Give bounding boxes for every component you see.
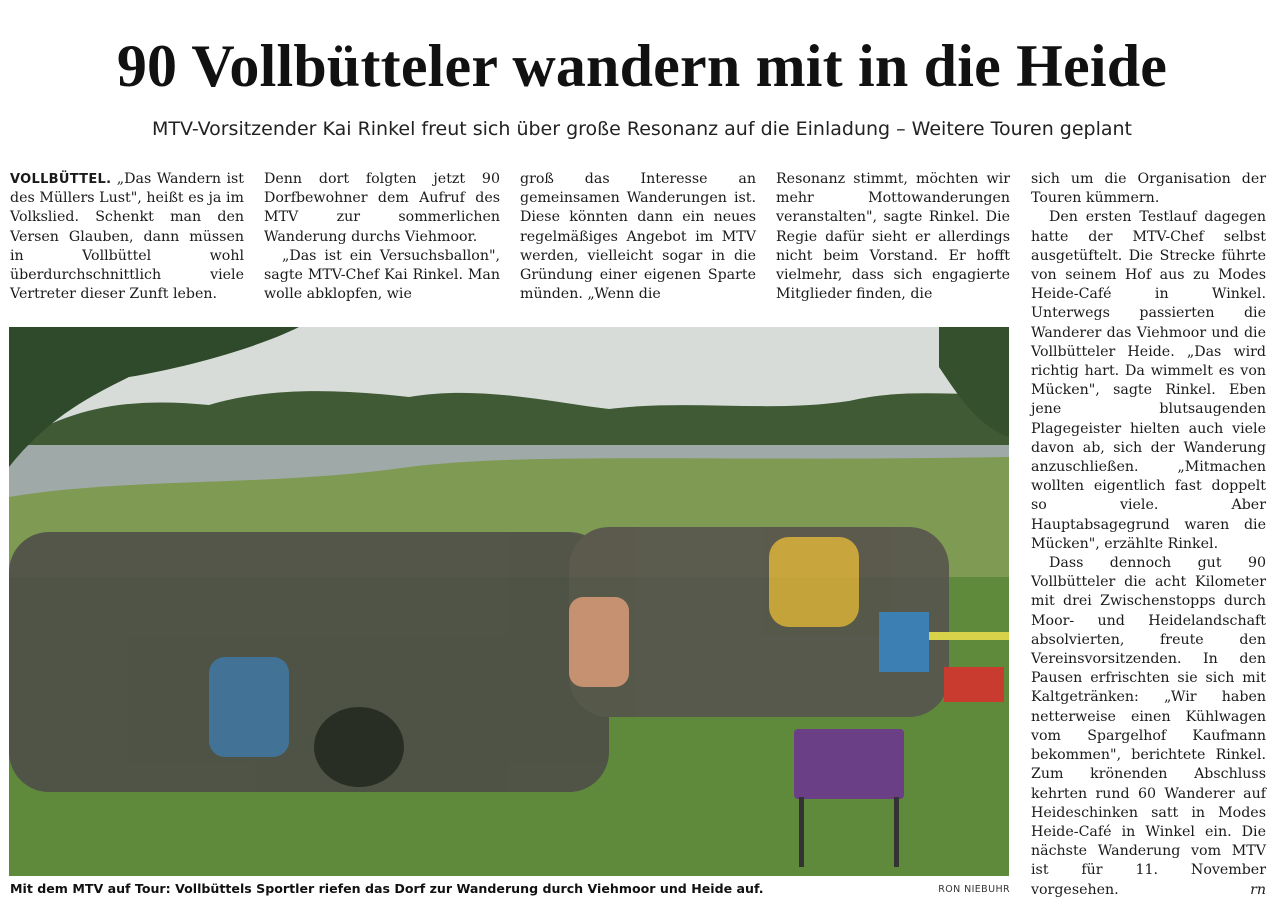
author-signature: rn — [1250, 881, 1266, 898]
article-column-4 — [776, 170, 1010, 304]
column-2-paragraph-1: Denn dort folgten jetzt 90 Dorfbewohner dem Aufruf des MTV zur sommerlichen Wanderung durchs Viehmoor. — [264, 171, 500, 245]
column-5-paragraph-2: Den ersten Testlauf dagegen hatte der MTV-Chef selbst ausgetüftelt. Die Strecke führte von seinem Hof aus zu Modes Heide-Café in Winkel. Unterwegs passierten die Wanderer das Viehmoor und die Vollbütteler Heide. „Das wird richtig hart. Da wimmelt es von Mücken", sagte Rinkel. Eben jene blutsaugenden Plagegeister hielten auch viele davon ab, sich der Wanderung anzuschließen. „Mitmachen wollten eigentlich fast doppelt so viele. Aber Hauptabsagegrund waren die Mücken", erzählte Rinkel. — [1031, 209, 1266, 552]
article-column-3 — [520, 170, 756, 304]
group-photo-illustration — [9, 327, 1009, 876]
column-5-paragraph-1: sich um die Organisation der Touren kümmern. — [1031, 171, 1266, 207]
photo-credit: RON NIEBUHR — [938, 884, 1010, 895]
group-photo — [9, 327, 1009, 876]
dateline: VOLLBÜTTEL. — [10, 172, 112, 187]
column-1-text: „Das Wandern ist des Müllers Lust", heißt es ja im Volkslied. Schenkt man den Versen Glauben, dann müssen in Vollbüttel wohl überdurchschnittlich viele Vertreter dieser Zunft leben. — [10, 171, 244, 303]
headline: 90 Vollbütteler wandern mit in die Heide — [116, 33, 1168, 99]
column-3-text: groß das Interesse an gemeinsamen Wanderungen ist. Diese könnten dann ein neues regelmäßiges Angebot im MTV werden, vielleicht sogar in die Gründung einer eigenen Sparte münden. „Wenn die — [520, 171, 756, 303]
article-column-2 — [264, 170, 500, 304]
column-5-paragraph-3-text: Dass dennoch gut 90 Vollbütteler die acht Kilometer mit drei Zwischenstopps durch Moor- und Heidelandschaft absolvierten, freute den Vereinsvorsitzenden. In den Pausen erfrischten sie sich mit Kaltgetränken: „Wir haben netterweise einen Kühlwagen vom Spargelhof Kaufmann bekommen", berichtete Rinkel. Zum krönenden Abschluss kehrten rund 60 Wanderer auf Heideschinken satt in Modes Heide-Café in Winkel ein. Die nächste Wanderung vom MTV ist für 11. November vorgesehen. — [1031, 555, 1266, 898]
column-5-paragraph-3 — [1031, 554, 1266, 900]
subheadline: MTV-Vorsitzender Kai Rinkel freut sich über große Resonanz auf die Einladung – Weitere Touren geplant — [151, 118, 1133, 140]
photo-caption-text: Mit dem MTV auf Tour: Vollbüttels Sportler riefen das Dorf zur Wanderung durch Viehmoor und Heide auf. — [10, 881, 764, 896]
column-4-text: Resonanz stimmt, möchten wir mehr Mottowanderungen veranstalten", sagte Rinkel. Die Regie dafür sieht er allerdings nicht beim Vorstand. Er hofft vielmehr, dass sich engagierte Mitglieder finden, die — [776, 171, 1010, 303]
photo-caption — [10, 880, 1010, 898]
article-column-5 — [1031, 170, 1266, 900]
column-2-paragraph-2: „Das ist ein Versuchsballon", sagte MTV-Chef Kai Rinkel. Man wolle abklopfen, wie — [264, 247, 500, 303]
article-column-1 — [10, 170, 244, 304]
